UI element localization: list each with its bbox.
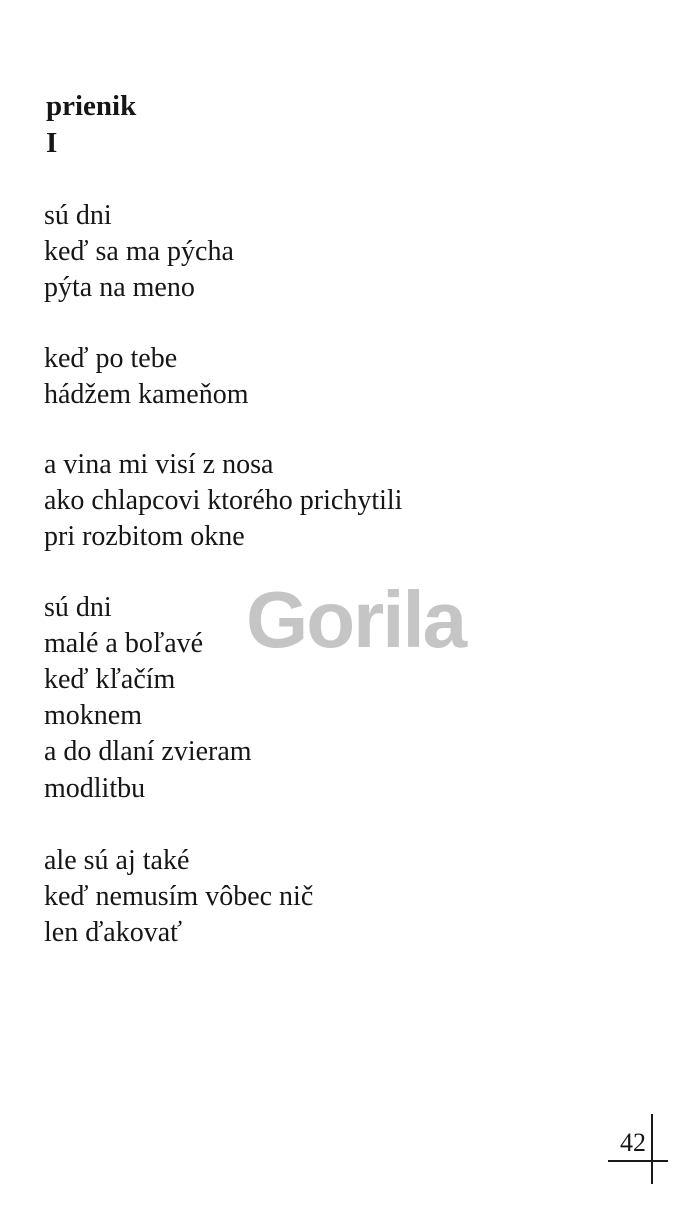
poem-line: keď po tebe bbox=[44, 342, 178, 374]
poem-line: ale sú aj také bbox=[44, 844, 190, 876]
poem-line: ako chlapcovi ktorého prichytili bbox=[44, 485, 403, 517]
poem-part-number: I bbox=[46, 127, 58, 159]
poem-line: moknem bbox=[44, 700, 142, 732]
poem-line: malé a boľavé bbox=[44, 627, 204, 659]
poem-line: modlitbu bbox=[44, 772, 146, 804]
poem-title bbox=[46, 88, 136, 162]
poem-line: keď kľačím bbox=[44, 664, 176, 696]
stanza-5 bbox=[44, 843, 402, 952]
poem-line: a vina mi visí z nosa bbox=[44, 449, 274, 481]
poem-line: sú dni bbox=[44, 591, 112, 623]
crop-mark-horizontal bbox=[608, 1160, 668, 1162]
poem-line: keď sa ma pýcha bbox=[44, 236, 234, 268]
poem-line: sú dni bbox=[44, 200, 112, 231]
poem-line: keď nemusím vôbec nič bbox=[44, 881, 314, 913]
page-number: 42 bbox=[620, 1128, 646, 1157]
poem-line: a do dlaní zvieram bbox=[44, 736, 252, 768]
poem-title-text: prienik bbox=[46, 90, 137, 122]
watermark-logo: Gorila bbox=[246, 575, 466, 664]
poem-line: len ďakovať bbox=[44, 917, 183, 949]
stanza-3 bbox=[44, 447, 402, 556]
poem-line: hádžem kameňom bbox=[44, 378, 249, 410]
stanza-2 bbox=[44, 341, 402, 413]
stanza-1 bbox=[44, 198, 402, 307]
poem-line: pýta na meno bbox=[44, 272, 195, 304]
crop-mark-vertical bbox=[651, 1114, 653, 1184]
poem-line: pri rozbitom okne bbox=[44, 521, 245, 553]
